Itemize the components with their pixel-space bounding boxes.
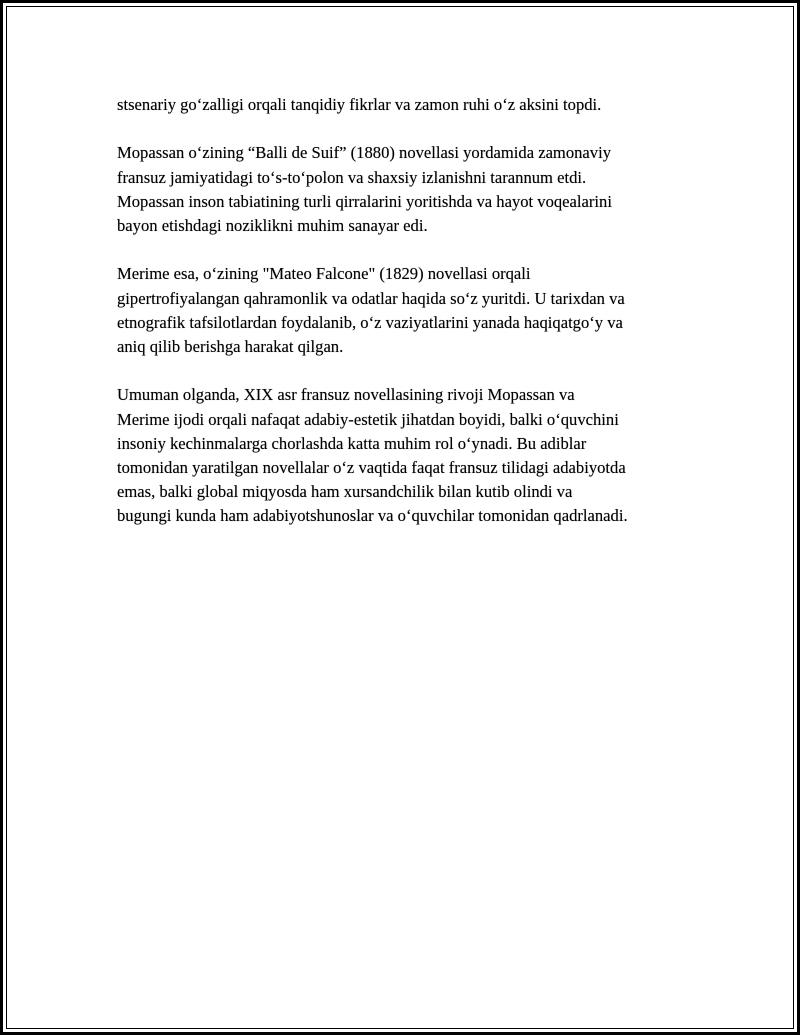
paragraph-3 [117,262,697,359]
paragraph-2 [117,141,697,238]
text-line: emas, balki global miqyosda ham xursandchilik bilan kutib olindi va [117,482,573,502]
text-line: aniq qilib berishga harakat qilgan. [117,337,344,356]
text-line: gipertrofiyalangan qahramonlik va odatlar haqida so‘z yuritdi. U tarixdan va [117,288,625,308]
paragraph-1 [117,93,697,117]
paragraph-4 [117,383,697,528]
text-line: Merime ijodi orqali nafaqat adabiy-estetik jihatdan boyidi, balki o‘quvchini [117,409,619,429]
text-line: Umuman olganda, XIX asr fransuz novellasining rivoji Mopassan va [117,385,575,405]
text-line: Mopassan o‘zining “Balli de Suif” (1880) novellasi yordamida zamonaviy [117,143,612,163]
text-line: etnografik tafsilotlardan foydalanib, o‘z vaziyatlarini yanada haqiqatgo‘y va [117,312,623,332]
text-line: bugungi kunda ham adabiyotshunoslar va o‘quvchilar tomonidan qadrlanadi. [117,506,628,526]
text-line: Merime esa, o‘zining "Mateo Falcone" (1829) novellasi orqali [117,264,531,284]
text-line: Mopassan inson tabiatining turli qirralarini yoritishda va hayot voqealarini [117,191,612,211]
text-line: stsenariy go‘zalligi orqali tanqidiy fikrlar va zamon ruhi o‘z aksini topdi. [117,95,602,114]
text-line: fransuz jamiyatidagi to‘s-to‘polon va shaxsiy izlanishni tarannum etdi. [117,167,587,187]
text-line: bayon etishdagi noziklikni muhim sanayar edi. [117,216,428,235]
text-line: tomonidan yaratilgan novellalar o‘z vaqtida faqat fransuz tilidagi adabiyotda [117,458,626,477]
text-line: insoniy kechinmalarga chorlashda katta muhim rol o‘ynadi. Bu adiblar [117,433,587,453]
document-body [117,93,697,529]
